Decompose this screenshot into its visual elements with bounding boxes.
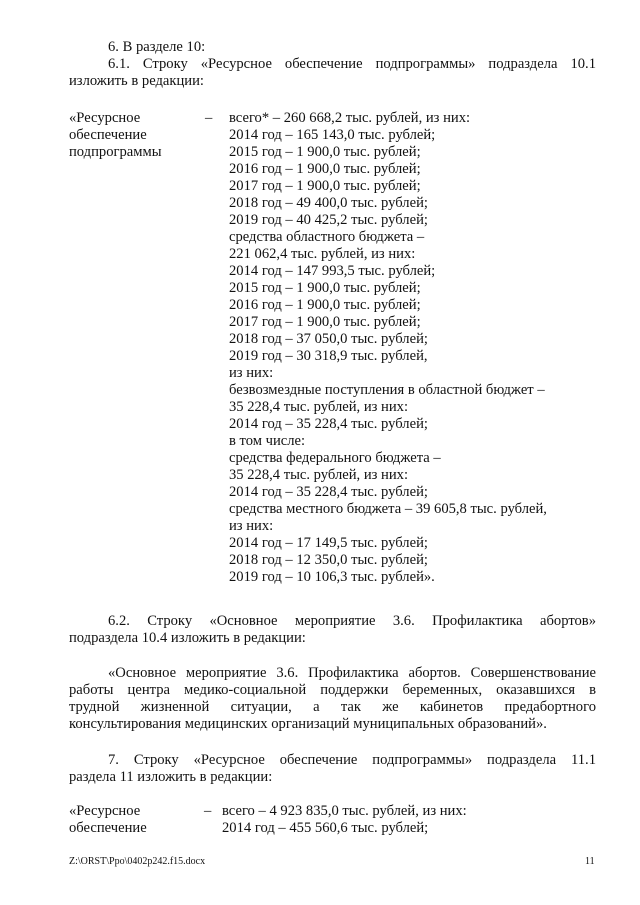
item-7-line-1: 7. Строку «Ресурсное обеспечение подпрограммы» подраздела 11.1 bbox=[108, 752, 596, 768]
resource-label-line: «Ресурсное bbox=[69, 110, 141, 126]
resource-value-line: 2019 год – 10 106,3 тыс. рублей». bbox=[229, 569, 435, 585]
resource-value-line: в том числе: bbox=[229, 433, 306, 449]
resource-value-line: 221 062,4 тыс. рублей, из них: bbox=[229, 246, 416, 262]
resource-dash-1: – bbox=[205, 110, 213, 126]
resource-value-line: 2015 год – 1 900,0 тыс. рублей; bbox=[229, 280, 421, 296]
item-6-2-line-1: 6.2. Строку «Основное мероприятие 3.6. Профилактика абортов» bbox=[108, 613, 596, 629]
resource-value-line: 2015 год – 1 900,0 тыс. рублей; bbox=[229, 144, 421, 160]
resource-values-1 bbox=[229, 110, 547, 586]
quote-line-3: трудной жизненной ситуации, а так же кабинетов предабортного bbox=[69, 699, 596, 715]
resource-value-line: 2017 год – 1 900,0 тыс. рублей; bbox=[229, 314, 421, 330]
resource-value-line: 2014 год – 35 228,4 тыс. рублей; bbox=[229, 416, 428, 432]
resource-value-line: 2014 год – 165 143,0 тыс. рублей; bbox=[229, 127, 436, 143]
resource-value-line: 2018 год – 49 400,0 тыс. рублей; bbox=[229, 195, 428, 211]
resource-value-line: 2014 год – 455 560,6 тыс. рублей; bbox=[222, 820, 429, 836]
resource-value-line: всего* – 260 668,2 тыс. рублей, из них: bbox=[229, 110, 471, 126]
resource-value-line: средства местного бюджета – 39 605,8 тыс. рублей, bbox=[229, 501, 547, 517]
resource-value-line: из них: bbox=[229, 365, 274, 381]
resource-value-line: 2014 год – 17 149,5 тыс. рублей; bbox=[229, 535, 428, 551]
resource-value-line: 35 228,4 тыс. рублей, из них: bbox=[229, 399, 409, 415]
item-6-1-line-2: изложить в редакции: bbox=[69, 73, 204, 89]
item-6-1-line-1: 6.1. Строку «Ресурсное обеспечение подпрограммы» подраздела 10.1 bbox=[108, 56, 596, 72]
resource-value-line: 2016 год – 1 900,0 тыс. рублей; bbox=[229, 161, 421, 177]
resource-value-line: средства областного бюджета – bbox=[229, 229, 425, 245]
resource-value-line: 2014 год – 35 228,4 тыс. рублей; bbox=[229, 484, 428, 500]
item-7-line-2: раздела 11 изложить в редакции: bbox=[69, 769, 273, 785]
footer-file-path: Z:\ORST\Ppo\0402p242.f15.docx bbox=[69, 856, 206, 867]
resource-label-1 bbox=[69, 110, 209, 161]
resource-label-line: обеспечение bbox=[69, 820, 147, 836]
resource-value-line: безвозмездные поступления в областной бюджет – bbox=[229, 382, 545, 398]
resource-value-line: 2019 год – 40 425,2 тыс. рублей; bbox=[229, 212, 428, 228]
section-6-heading: 6. В разделе 10: bbox=[108, 39, 206, 55]
resource-label-line: подпрограммы bbox=[69, 144, 162, 160]
resource-label-line: «Ресурсное bbox=[69, 803, 141, 819]
resource-value-line: 2018 год – 37 050,0 тыс. рублей; bbox=[229, 331, 428, 347]
resource-value-line: 2019 год – 30 318,9 тыс. рублей, bbox=[229, 348, 428, 364]
footer-page-number: 11 bbox=[585, 856, 595, 867]
item-6-2-line-2: подраздела 10.4 изложить в редакции: bbox=[69, 630, 306, 646]
resource-value-line: 35 228,4 тыс. рублей, из них: bbox=[229, 467, 409, 483]
resource-value-line: средства федерального бюджета – bbox=[229, 450, 441, 466]
quote-line-2: работы центра медико-социальной поддержки беременных, оказавшихся в bbox=[69, 682, 596, 698]
resource-label-2 bbox=[69, 803, 212, 837]
resource-value-line: 2017 год – 1 900,0 тыс. рублей; bbox=[229, 178, 421, 194]
resource-value-line: 2018 год – 12 350,0 тыс. рублей; bbox=[229, 552, 428, 568]
resource-value-line: всего – 4 923 835,0 тыс. рублей, из них: bbox=[222, 803, 467, 819]
resource-values-2 bbox=[222, 803, 467, 837]
quote-line-4: консультирования медицинских организаций муниципальных образований». bbox=[69, 716, 547, 732]
resource-dash-2: – bbox=[204, 803, 212, 819]
resource-value-line: из них: bbox=[229, 518, 274, 534]
quote-line-1: «Основное мероприятие 3.6. Профилактика абортов. Совершенствование bbox=[108, 665, 596, 681]
resource-value-line: 2016 год – 1 900,0 тыс. рублей; bbox=[229, 297, 421, 313]
resource-value-line: 2014 год – 147 993,5 тыс. рублей; bbox=[229, 263, 436, 279]
resource-label-line: обеспечение bbox=[69, 127, 147, 143]
